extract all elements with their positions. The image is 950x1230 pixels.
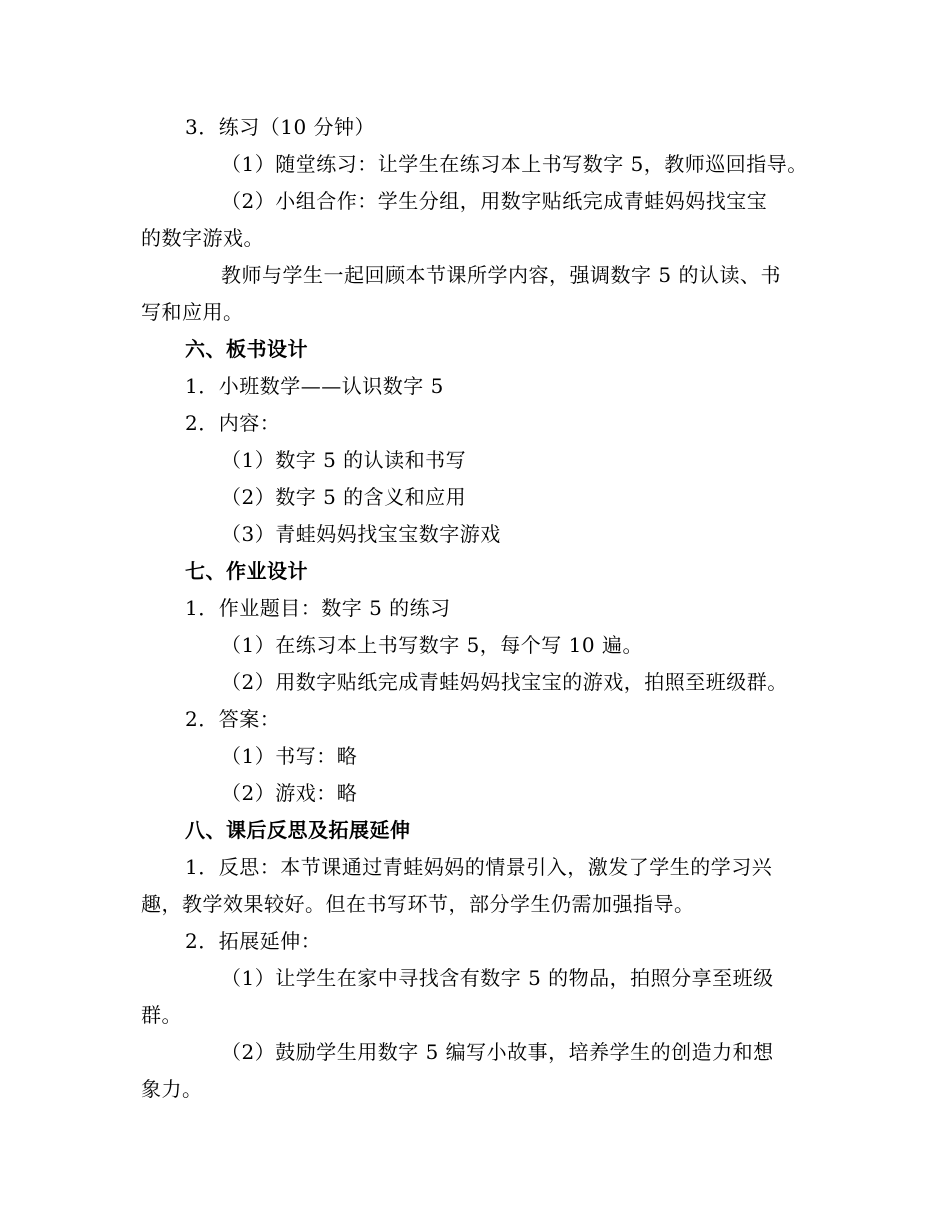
extension-item-2-line-1: （2）鼓励学生用数字 5 编写小故事，培养学生的创造力和想 xyxy=(221,1040,774,1064)
reflection-point-1-line-1: 1．反思：本节课通过青蛙妈妈的情景引入，激发了学生的学习兴 xyxy=(185,855,773,879)
homework-heading: 七、作业设计 xyxy=(185,559,308,583)
answer-item-1: （1）书写：略 xyxy=(221,744,358,768)
extension-item-2-line-2: 象力。 xyxy=(141,1077,203,1101)
reflection-heading: 八、课后反思及拓展延伸 xyxy=(185,818,411,842)
board-item-1: （1）数字 5 的认读和书写 xyxy=(221,448,467,472)
summary-line-1: 教师与学生一起回顾本节课所学内容，强调数字 5 的认读、书 xyxy=(221,263,781,287)
extension-item-1-line-2: 群。 xyxy=(141,1003,182,1027)
summary-line-2: 写和应用。 xyxy=(141,300,244,324)
practice-item-1: （1）随堂练习：让学生在练习本上书写数字 5，教师巡回指导。 xyxy=(221,152,808,176)
reflection-point-1-line-2: 趣，教学效果较好。但在书写环节，部分学生仍需加强指导。 xyxy=(141,892,695,916)
board-item-3: （3）青蛙妈妈找宝宝数字游戏 xyxy=(221,522,501,546)
board-item-2: （2）数字 5 的含义和应用 xyxy=(221,485,467,509)
homework-item-1: （1）在练习本上书写数字 5，每个写 10 遍。 xyxy=(221,633,643,657)
board-point-1: 1．小班数学——认识数字 5 xyxy=(185,374,444,398)
practice-item-2-line-1: （2）小组合作：学生分组，用数字贴纸完成青蛙妈妈找宝宝 xyxy=(221,189,768,213)
homework-item-2: （2）用数字贴纸完成青蛙妈妈找宝宝的游戏，拍照至班级群。 xyxy=(221,670,788,694)
answer-item-2: （2）游戏：略 xyxy=(221,781,358,805)
board-design-heading: 六、板书设计 xyxy=(185,337,308,361)
extension-item-1-line-1: （1）让学生在家中寻找含有数字 5 的物品，拍照分享至班级 xyxy=(221,966,774,990)
board-point-2: 2．内容： xyxy=(185,411,281,435)
homework-point-2: 2．答案： xyxy=(185,707,281,731)
practice-item-2-line-2: 的数字游戏。 xyxy=(141,226,264,250)
homework-point-1: 1．作业题目：数字 5 的练习 xyxy=(185,596,451,620)
reflection-point-2: 2．拓展延伸： xyxy=(185,929,322,953)
practice-title: 3．练习（10 分钟） xyxy=(185,115,376,139)
